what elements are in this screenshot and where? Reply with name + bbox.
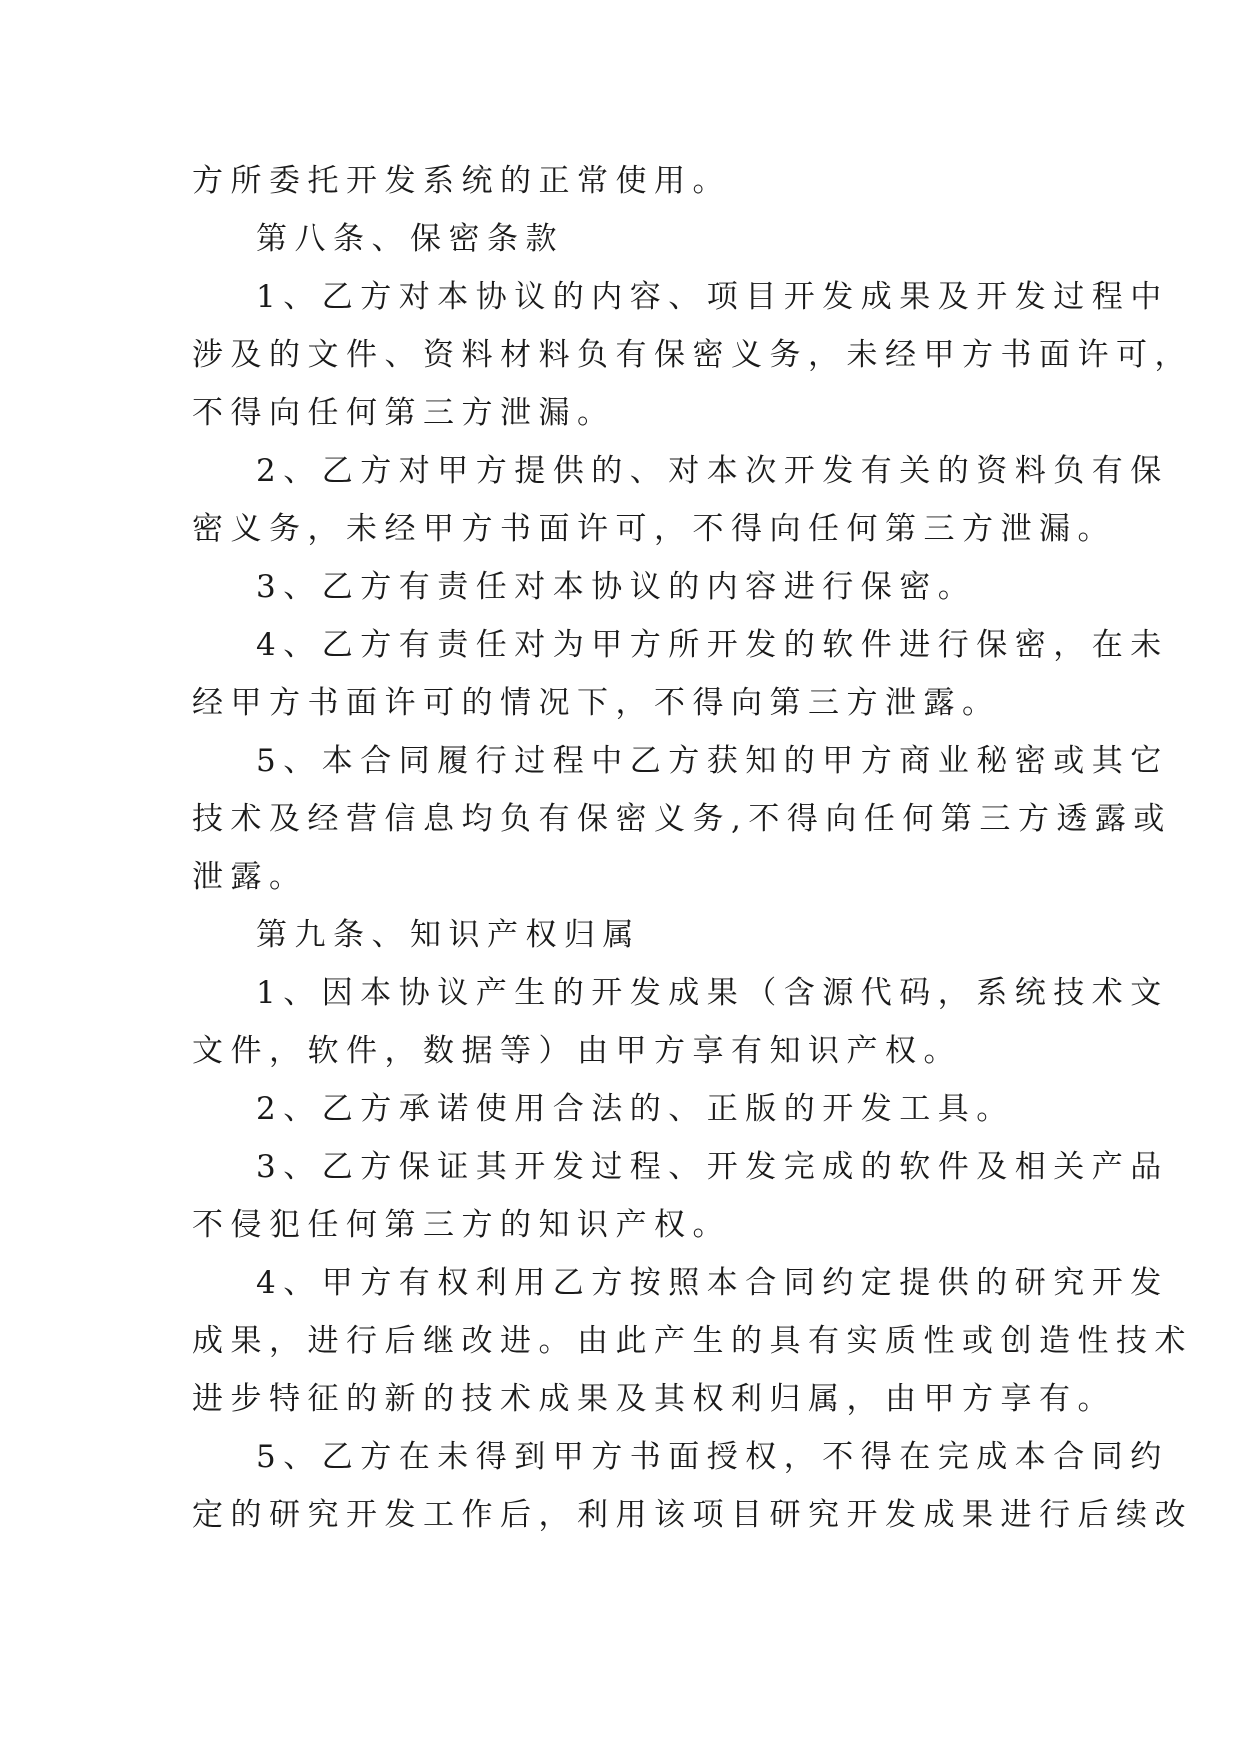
text-line: 3、乙方保证其开发过程、开发完成的软件及相关产品 (256, 1149, 1169, 1185)
text-line: 4、乙方有责任对为甲方所开发的软件进行保密，在未 (256, 627, 1169, 663)
text-line: 4、甲方有权利用乙方按照本合同约定提供的研究开发 (256, 1265, 1169, 1301)
text-line: 密义务，未经甲方书面许可，不得向任何第三方泄漏。 (192, 511, 1116, 547)
text-line: 5、本合同履行过程中乙方获知的甲方商业秘密或其它 (256, 743, 1169, 779)
text-line: 涉及的文件、资料材料负有保密义务，未经甲方书面许可， (192, 337, 1193, 373)
text-line: 定的研究开发工作后，利用该项目研究开发成果进行后续改 (192, 1497, 1193, 1533)
section-heading-article-8: 第八条、保密条款 (256, 221, 564, 257)
text-line: 成果，进行后继改进。由此产生的具有实质性或创造性技术 (192, 1323, 1193, 1359)
text-line: 泄露。 (192, 859, 308, 895)
text-line: 经甲方书面许可的情况下，不得向第三方泄露。 (192, 685, 1001, 721)
text-line: 2、乙方承诺使用合法的、正版的开发工具。 (256, 1091, 1015, 1127)
text-line: 2、乙方对甲方提供的、对本次开发有关的资料负有保 (256, 453, 1169, 489)
text-line: 文件，软件，数据等）由甲方享有知识产权。 (192, 1033, 962, 1069)
text-line: 1、因本协议产生的开发成果（含源代码，系统技术文 (256, 975, 1169, 1011)
text-line: 技术及经营信息均负有保密义务,不得向任何第三方透露或 (192, 801, 1172, 837)
text-line: 进步特征的新的技术成果及其权利归属，由甲方享有。 (192, 1381, 1116, 1417)
text-line: 5、乙方在未得到甲方书面授权，不得在完成本合同约 (256, 1439, 1169, 1475)
text-line: 不侵犯任何第三方的知识产权。 (192, 1207, 731, 1243)
text-line: 方所委托开发系统的正常使用。 (192, 163, 731, 199)
text-line: 3、乙方有责任对本协议的内容进行保密。 (256, 569, 977, 605)
text-line: 1、乙方对本协议的内容、项目开发成果及开发过程中 (256, 279, 1169, 315)
document-body (192, 152, 1193, 1544)
section-heading-article-9: 第九条、知识产权归属 (256, 917, 641, 953)
text-line: 不得向任何第三方泄漏。 (192, 395, 616, 431)
